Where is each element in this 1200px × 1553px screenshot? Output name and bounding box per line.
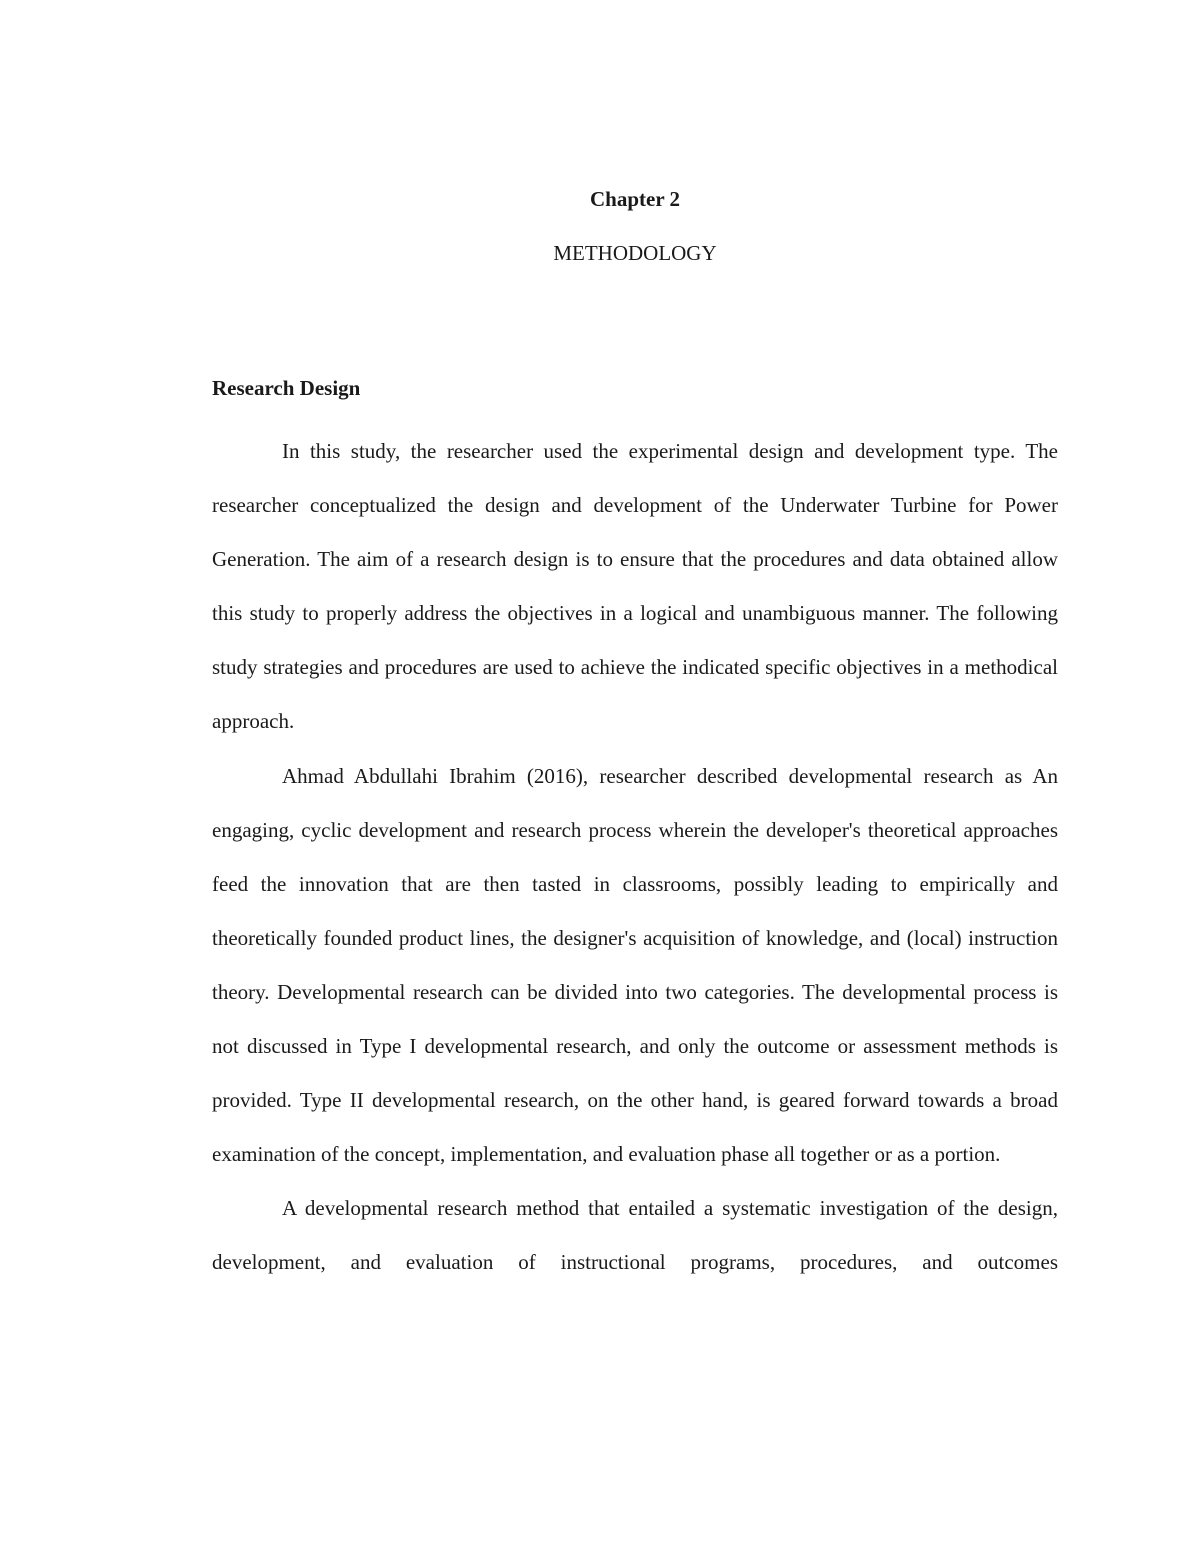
paragraph-developmental-research: Ahmad Abdullahi Ibrahim (2016), researcher described developmental research as An engaging, cyclic development and research process wherein the developer's theoretical approaches feed the innovation that are then tasted in classrooms, possibly leading to empirically and theoretically founded product lines, the designer's acquisition of knowledge, and (local) instruction theory. Developmental research can be divided into two categories. The developmental process is not discussed in Type I developmental research, and only the outcome or assessment methods is provided. Type II developmental research, on the other hand, is geared forward towards a broad examination of the concept, implementation, and evaluation phase all together or as a portion. xyxy=(212,763,1058,1167)
section-heading: Research Design xyxy=(212,376,361,400)
paragraph-developmental-method: A developmental research method that entailed a systematic investigation of the design, development, and evaluation of instructional programs, procedures, and outcomes xyxy=(212,1196,1058,1275)
body-text xyxy=(212,424,1058,1290)
chapter-label: Chapter 2 xyxy=(589,187,681,211)
paragraph-research-design: In this study, the researcher used the experimental design and development type. The researcher conceptualized the design and development of the Underwater Turbine for Power Generation. The aim of a research design is to ensure that the procedures and data obtained allow this study to properly address the objectives in a logical and unambiguous manner. The following study strategies and procedures are used to achieve the indicated specific objectives in a methodical approach. xyxy=(212,439,1058,734)
chapter-title: METHODOLOGY xyxy=(553,241,717,265)
